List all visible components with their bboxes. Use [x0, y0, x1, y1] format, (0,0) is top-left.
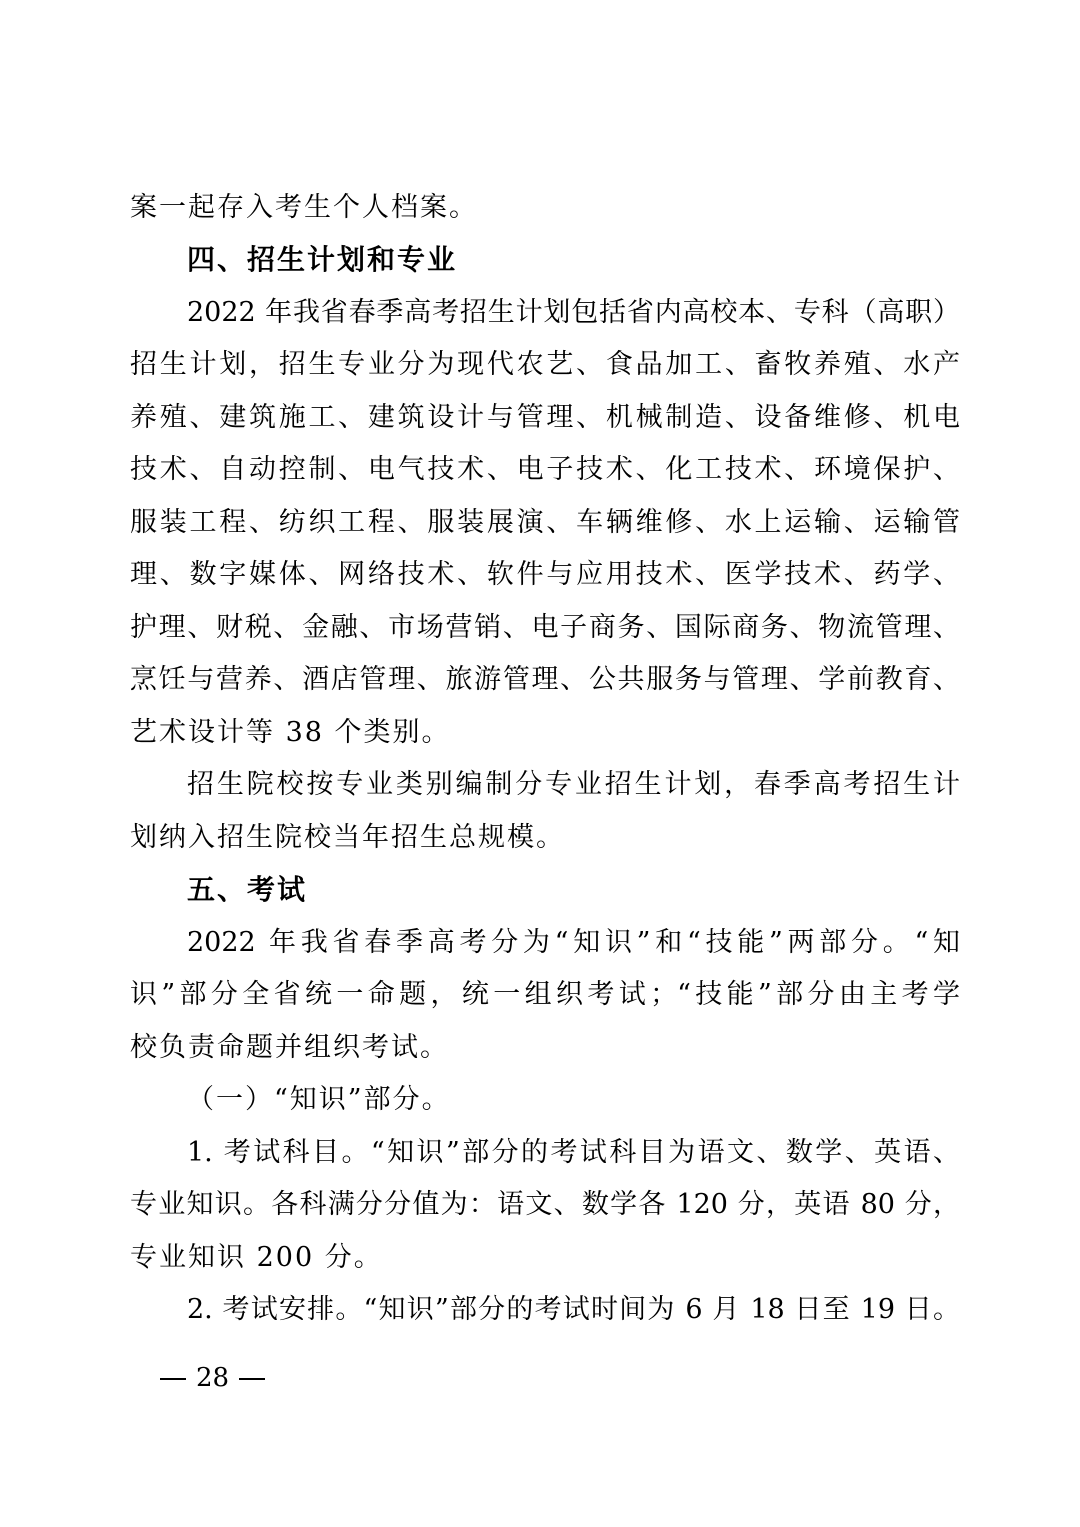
body-text-line: 理、数字媒体、网络技术、软件与应用技术、医学技术、药学、 — [130, 559, 960, 590]
paragraph-first-line: 2022 年我省春季高考招生计划包括省内高校本、专科（高职） — [187, 297, 960, 328]
body-text-line: 招生计划，招生专业分为现代农艺、食品加工、畜牧养殖、水产 — [130, 349, 960, 380]
subsection-heading: （一）“知识”部分。 — [187, 1084, 451, 1115]
paragraph-first-line: 2. 考试安排。“知识”部分的考试时间为 6 月 18 日至 19 日。 — [187, 1294, 960, 1325]
body-text-line: 技术、自动控制、电气技术、电子技术、化工技术、环境保护、 — [130, 454, 960, 485]
body-text-line: 识”部分全省统一命题，统一组织考试；“技能”部分由主考学 — [130, 979, 960, 1010]
section-heading: 四、招生计划和专业 — [187, 243, 458, 276]
paragraph-first-line: 1. 考试科目。“知识”部分的考试科目为语文、数学、英语、 — [187, 1137, 960, 1168]
body-text-line: 烹饪与营养、酒店管理、旅游管理、公共服务与管理、学前教育、 — [130, 664, 960, 695]
body-text-line: 专业知识 200 分。 — [130, 1242, 383, 1273]
body-text-line: 服装工程、纺织工程、服装展演、车辆维修、水上运输、运输管 — [130, 507, 960, 538]
body-text-line: 养殖、建筑施工、建筑设计与管理、机械制造、设备维修、机电 — [130, 402, 960, 433]
page-number-text: 28 — [196, 1363, 230, 1393]
section-heading: 五、考试 — [187, 873, 308, 906]
body-text-line: 校负责命题并组织考试。 — [130, 1032, 449, 1063]
dash-right — [239, 1378, 265, 1380]
body-text-line: 艺术设计等 38 个类别。 — [130, 717, 451, 748]
body-text-line: 专业知识。各科满分分值为：语文、数学各 120 分，英语 80 分， — [130, 1189, 960, 1220]
body-text-line: 划纳入招生院校当年招生总规模。 — [130, 822, 565, 853]
paragraph-first-line: 2022 年我省春季高考分为“知识”和“技能”两部分。“知 — [187, 927, 960, 958]
body-text-line: 护理、财税、金融、市场营销、电子商务、国际商务、物流管理、 — [130, 612, 960, 643]
paragraph-first-line: 招生院校按专业类别编制分专业招生计划，春季高考招生计 — [187, 769, 960, 800]
page-number — [150, 1358, 275, 1398]
dash-left — [160, 1378, 186, 1380]
body-text-line: 案一起存入考生个人档案。 — [130, 192, 478, 223]
